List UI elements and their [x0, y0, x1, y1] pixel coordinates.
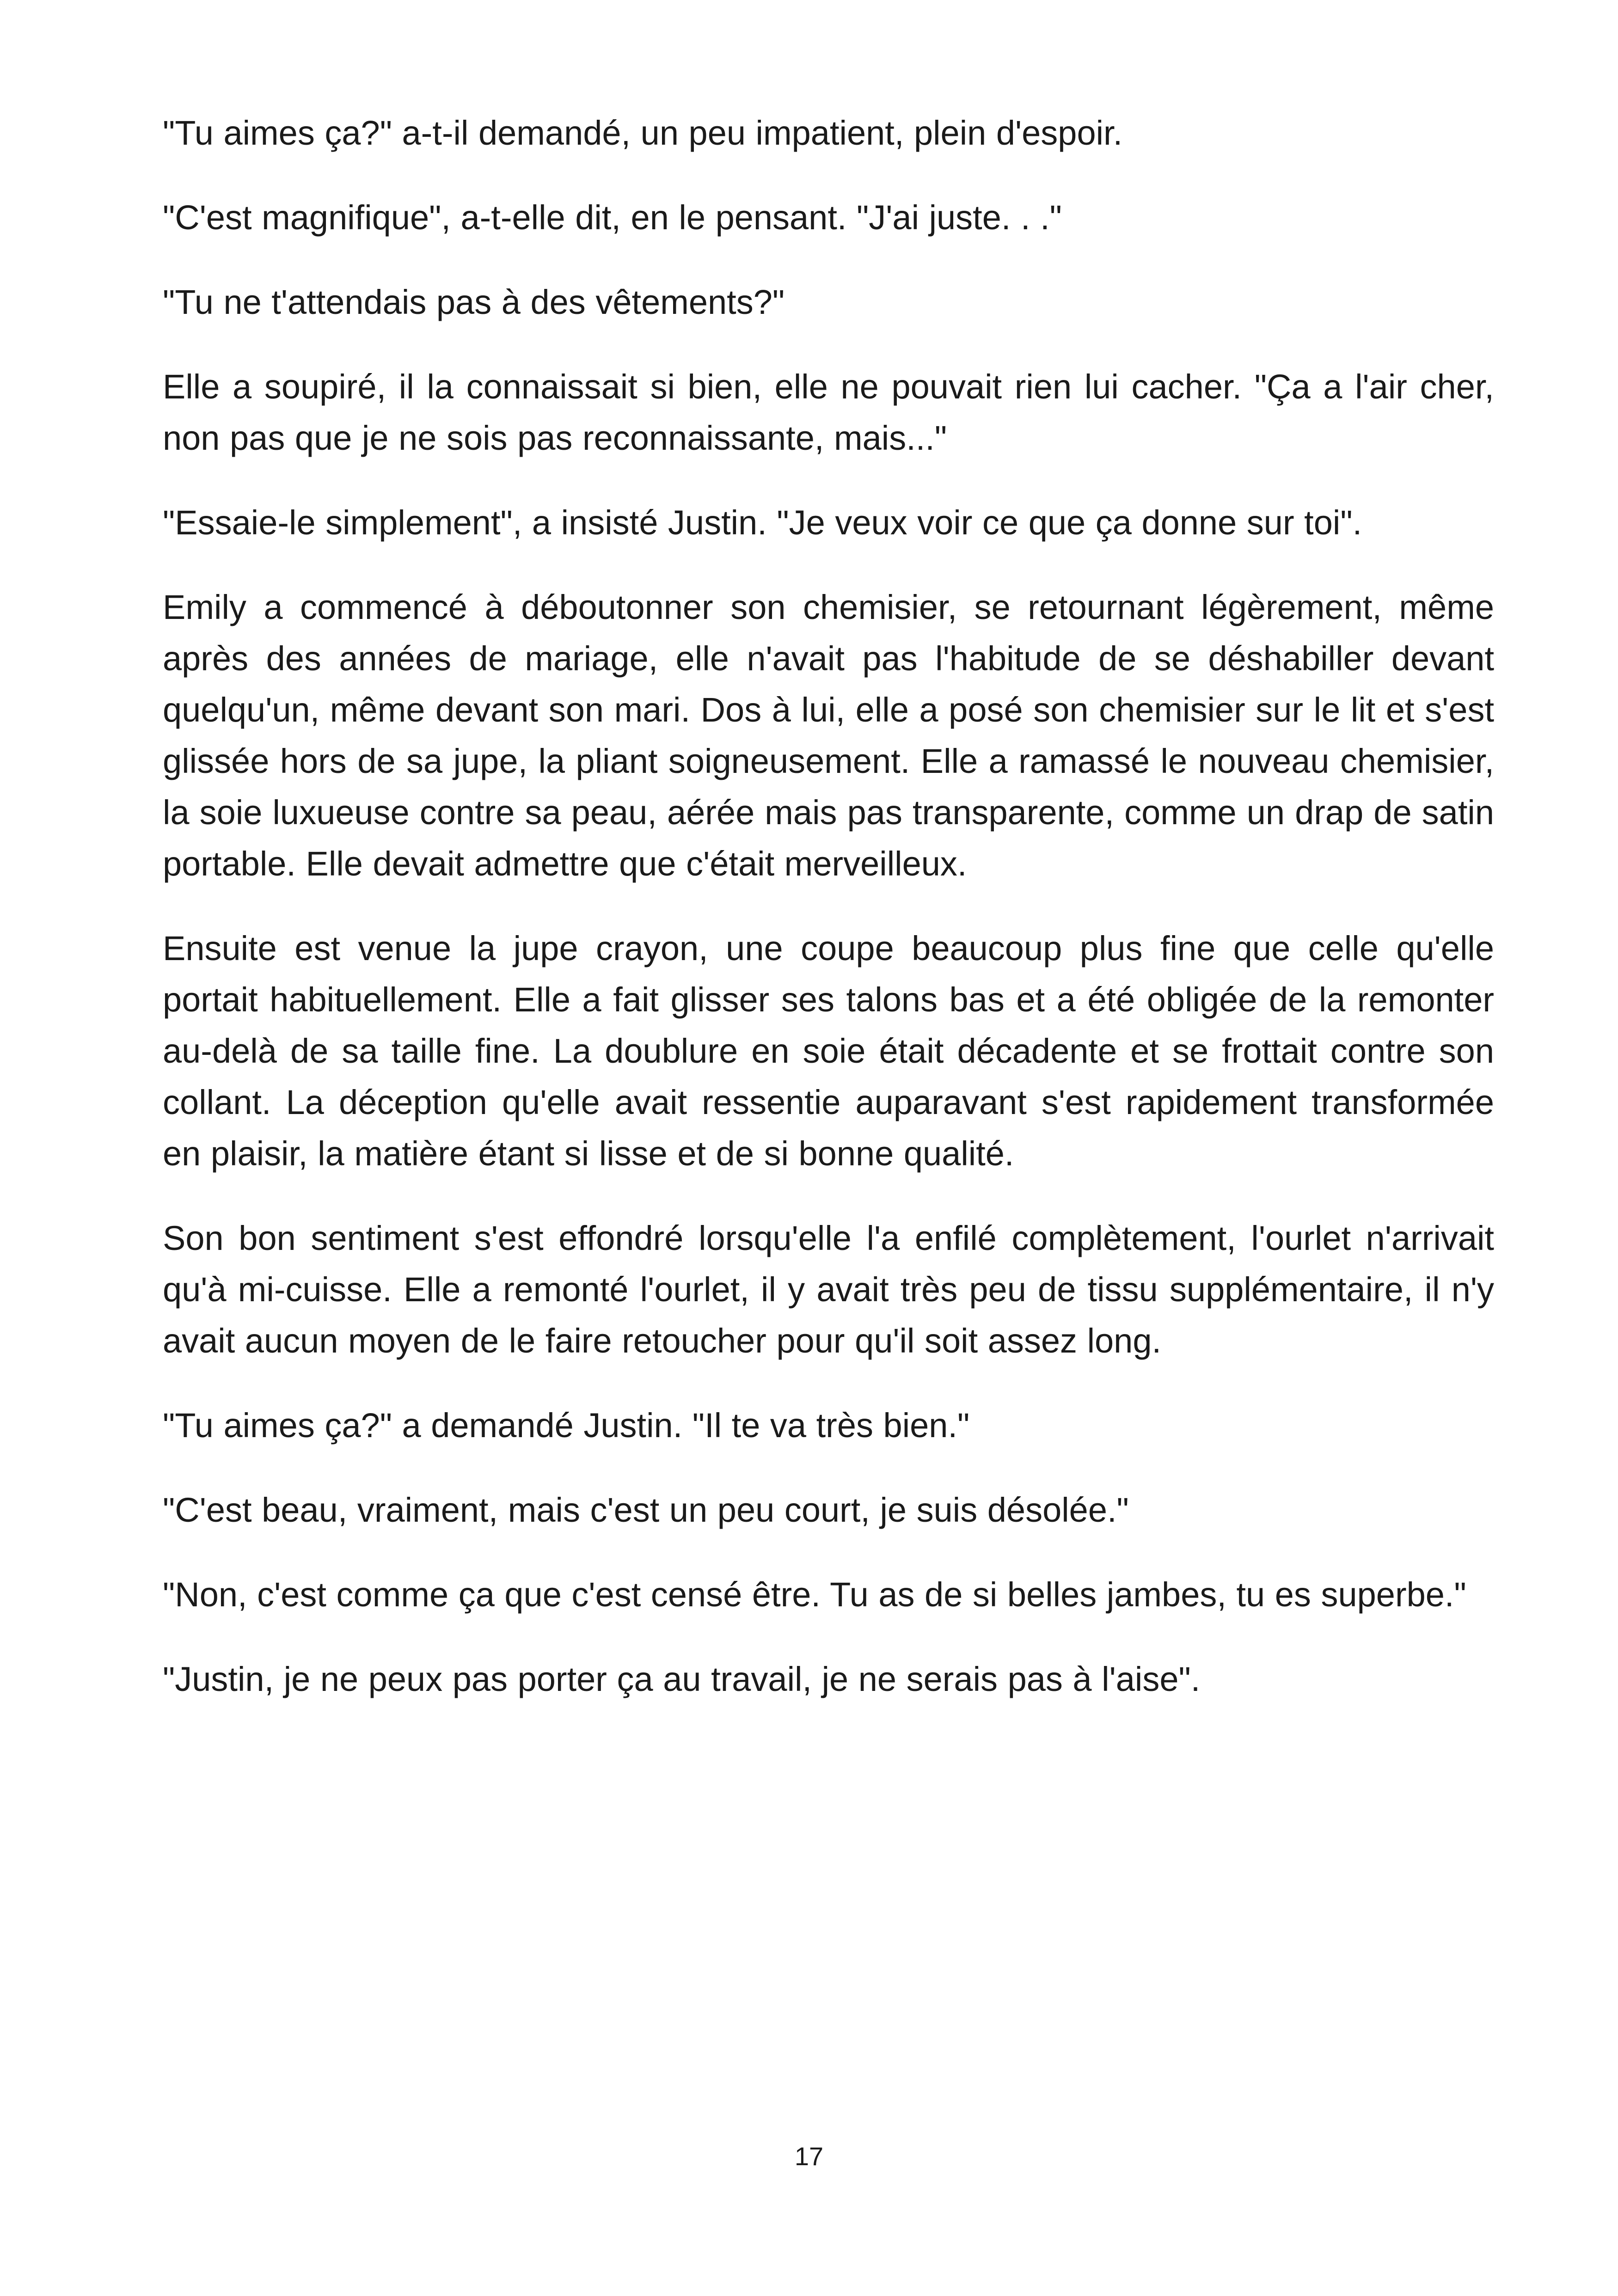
paragraph-7: Ensuite est venue la jupe crayon, une coupe beaucoup plus fine que celle qu'elle portait habituellement. Elle a fait glisser ses talons bas et a été obligée de la remonter au-delà de sa taille fine. La doublure en soie était décadente et se frottait contre son collant. La déception qu'elle avait ressentie auparavant s'est rapidement transformée en plaisir, la matière étant si lisse et de si bonne qualité. [163, 929, 1494, 1173]
paragraph-4: Elle a soupiré, il la connaissait si bien, elle ne pouvait rien lui cacher. "Ça a l'air cher, non pas que je ne sois pas reconnaissante, mais..." [163, 367, 1494, 457]
page-number: 17 [794, 2142, 824, 2171]
paragraph-6: Emily a commencé à déboutonner son chemisier, se retournant légèrement, même après des années de mariage, elle n'avait pas l'habitude de se déshabiller devant quelqu'un, même devant son mari. Dos à lui, elle a posé son chemisier sur le lit et s'est glissée hors de sa jupe, la pliant soigneusement. Elle a ramassé le nouveau chemisier, la soie luxueuse contre sa peau, aérée mais pas transparente, comme un drap de satin portable. Elle devait admettre que c'était merveilleux. [163, 588, 1494, 883]
paragraph-3: "Tu ne t'attendais pas à des vêtements?" [163, 283, 785, 321]
body-text [163, 107, 1494, 1738]
paragraph-11: "Non, c'est comme ça que c'est censé être. Tu as de si belles jambes, tu es superbe." [163, 1575, 1466, 1614]
paragraph-5: "Essaie-le simplement", a insisté Justin. "Je veux voir ce que ça donne sur toi". [163, 503, 1362, 542]
paragraph-12: "Justin, je ne peux pas porter ça au travail, je ne serais pas à l'aise". [163, 1660, 1201, 1698]
paragraph-8: Son bon sentiment s'est effondré lorsqu'elle l'a enfilé complètement, l'ourlet n'arrivait qu'à mi-cuisse. Elle a remonté l'ourlet, il y avait très peu de tissu supplémentaire, il n'y avait aucun moyen de le faire retoucher pour qu'il soit assez long. [163, 1219, 1494, 1360]
paragraph-2: "C'est magnifique", a-t-elle dit, en le pensant. "J'ai juste. . ." [163, 198, 1062, 237]
paragraph-10: "C'est beau, vraiment, mais c'est un peu court, je suis désolée." [163, 1491, 1129, 1529]
paragraph-9: "Tu aimes ça?" a demandé Justin. "Il te va très bien." [163, 1406, 970, 1445]
paragraph-1: "Tu aimes ça?" a-t-il demandé, un peu impatient, plein d'espoir. [163, 114, 1123, 152]
